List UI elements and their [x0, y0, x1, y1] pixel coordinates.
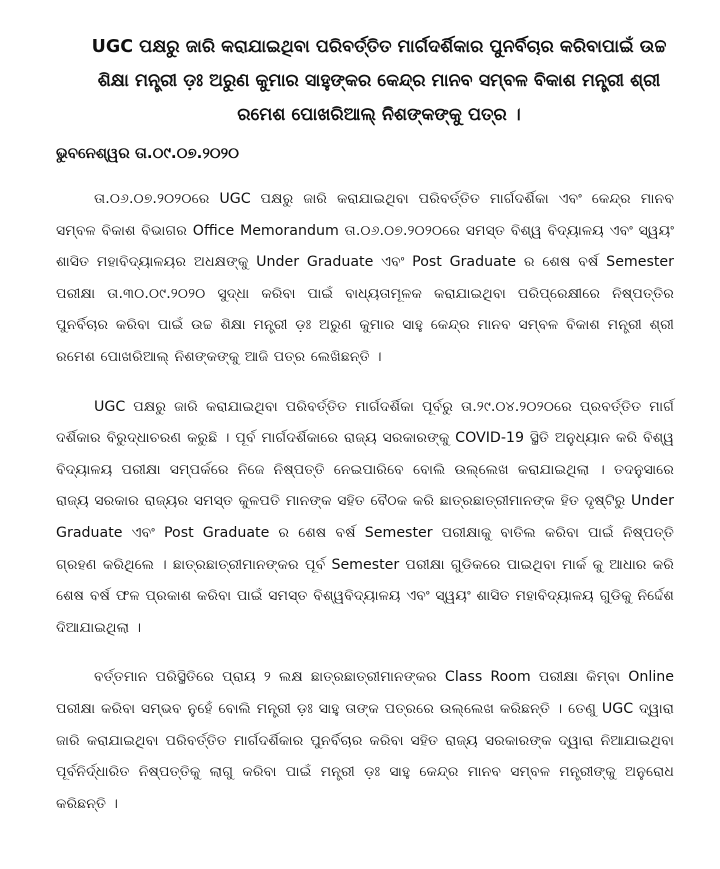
paragraph-1: ତା.୦୬.୦୭.୨୦୨୦ରେ UGC ପକ୍ଷରୁ ଜାରି କରାଯାଇଥିବା ପରିବର୍ତ୍ତିତ ମାର୍ଗଦର୍ଶିକା ଏବଂ କେନ୍ଦ୍ର ମାନବ ସମ୍ବଳ ବିକାଶ ବିଭାଗର Office Memorandum ତା.୦୬.୦୭.୨୦୨୦ରେ ସମସ୍ତ ବିଶ୍ୱ ବିଦ୍ୟାଳୟ ଏବଂ ସ୍ୱୟଂ ଶାସିତ ମହାବିଦ୍ୟାଳୟର ଅଧକ୍ଷଙ୍କୁ Under Graduate ଏବଂ Post Graduate ର ଶେଷ ବର୍ଷ Semester ପରୀକ୍ଷା ତା.୩୦.୦୯.୨୦୨୦ ସୁଦ୍ଧା କରିବା ପାଇଁ ବାଧ୍ୟତାମୂଳକ କରାଯାଇଥିବା ପରିପ୍ରେକ୍ଷୀରେ ନିଷ୍ପତ୍ତିର ପୁନର୍ବିଚାର କରିବା ପାଇଁ ଉଚ୍ଚ ଶିକ୍ଷା ମନ୍ତ୍ରୀ ଡ଼ଃ ଅରୁଣ କୁମାର ସାହୁ କେନ୍ଦ୍ର ମାନବ ସମ୍ବଳ ବିକାଶ ମନ୍ତ୍ରୀ ଶ୍ରୀ ରମେଶ ପୋଖରିଆଲ୍ ନିଶଙ୍କଙ୍କୁ ଆଜି ପତ୍ର ଲେଖିଛନ୍ତି । — [56, 191, 674, 365]
paragraph-3: ବର୍ତ୍ତମାନ ପରିସ୍ଥିତିରେ ପ୍ରାୟ ୨ ଲକ୍ଷ ଛାତ୍ରଛାତ୍ରୀମାନଙ୍କର Class Room ପରୀକ୍ଷା କିମ୍ବା Online ପରୀକ୍ଷା କରିବା ସମ୍ଭବ ନୁହେଁ ବୋଲି ମନ୍ତ୍ରୀ ଡ଼ଃ ସାହୁ ତାଙ୍କ ପତ୍ରରେ ଉଲ୍ଲେଖ କରିଛନ୍ତି । ତେଣୁ UGC ଦ୍ୱାରା ଜାରି କରାଯାଇଥିବା ପରିବର୍ତ୍ତିତ ମାର୍ଗଦର୍ଶିକାର ପୁନର୍ବିଚାର କରିବା ସହିତ ରାଜ୍ୟ ସରକାରଙ୍କ ଦ୍ୱାରା ନିଆଯାଇଥିବା ପୂର୍ବନିର୍ଦ୍ଧାରିତ ନିଷ୍ପତ୍ତିକୁ ଲାଗୁ କରିବା ପାଇଁ ମନ୍ତ୍ରୀ ଡ଼ଃ ସାହୁ କେନ୍ଦ୍ର ମାନବ ସମ୍ବଳ ମନ୍ତ୍ରୀଙ୍କୁ ଅନୁରୋଧ କରିଛନ୍ତି । — [56, 669, 674, 812]
document-title: UGC ପକ୍ଷରୁ ଜାରି କରାଯାଇଥିବା ପରିବର୍ତ୍ତିତ ମାର୍ଗଦର୍ଶିକାର ପୁନର୍ବିଚାର କରିବାପାଇଁ ଉଚ୍ଚ ଶିକ୍ଷା ମନ୍ତ୍ରୀ ଡ଼ଃ ଅରୁଣ କୁମାର ସାହୁଙ୍କର କେନ୍ଦ୍ର ମାନବ ସମ୍ବଳ ବିକାଶ ମନ୍ତ୍ରୀ ଶ୍ରୀ ରମେଶ ପୋଖରିଆଲ୍ ନିଶଙ୍କଙ୍କୁ ପତ୍ର । — [91, 37, 667, 125]
paragraph-2: UGC ପକ୍ଷରୁ ଜାରି କରାଯାଇଥିବା ପରିବର୍ତ୍ତିତ ମାର୍ଗଦର୍ଶିକା ପୂର୍ବରୁ ତା.୨୯.୦୪.୨୦୨୦ରେ ପ୍ରବର୍ତ୍ତିତ ମାର୍ଗ ଦର୍ଶିକାର ବିରୁଦ୍ଧାଚରଣ କରୁଛି । ପୂର୍ବ ମାର୍ଗଦର୍ଶିକାରେ ରାଜ୍ୟ ସରକାରଙ୍କୁ COVID-19 ସ୍ଥିତି ଅନୁଧ୍ୟାନ କରି ବିଶ୍ୱ ବିଦ୍ୟାଳୟ ପରୀକ୍ଷା ସମ୍ପର୍କରେ ନିଜେ ନିଷ୍ପତ୍ତି ନେଇପାରିବେ ବୋଲି ଉଲ୍ଲେଖ କରାଯାଇଥିଲା । ତଦନୁସାରେ ରାଜ୍ୟ ସରକାର ରାଜ୍ୟର ସମସ୍ତ କୁଳପତି ମାନଙ୍କ ସହିତ ବୈଠକ କରି ଛାତ୍ରଛାତ୍ରୀମାନଙ୍କ ହିତ ଦୃଷ୍ଟିରୁ Under Graduate ଏବଂ Post Graduate ର ଶେଷ ବର୍ଷ Semester ପରୀକ୍ଷାକୁ ବାତିଲ କରିବା ପାଇଁ ନିଷ୍ପତ୍ତି ଗ୍ରହଣ କରିଥିଲେ । ଛାତ୍ରଛାତ୍ରୀମାନଙ୍କର ପୂର୍ବ Semester ପରୀକ୍ଷା ଗୁଡିକରେ ପାଇଥିବା ମାର୍କ କୁ ଆଧାର କରି ଶେଷ ବର୍ଷ ଫଳ ପ୍ରକାଶ କରିବା ପାଇଁ ସମସ୍ତ ବିଶ୍ୱବିଦ୍ୟାଳୟ ଏବଂ ସ୍ୱୟଂ ଶାସିତ ମହାବିଦ୍ୟାଳୟ ଗୁଡିକୁ ନିର୍ଦ୍ଦେଶ ଦିଆଯାଇଥିଲା । — [56, 398, 674, 636]
dateline: ଭୁବନେଶ୍ୱର ତା.୦୯.୦୭.୨୦୨୦ — [56, 144, 239, 162]
